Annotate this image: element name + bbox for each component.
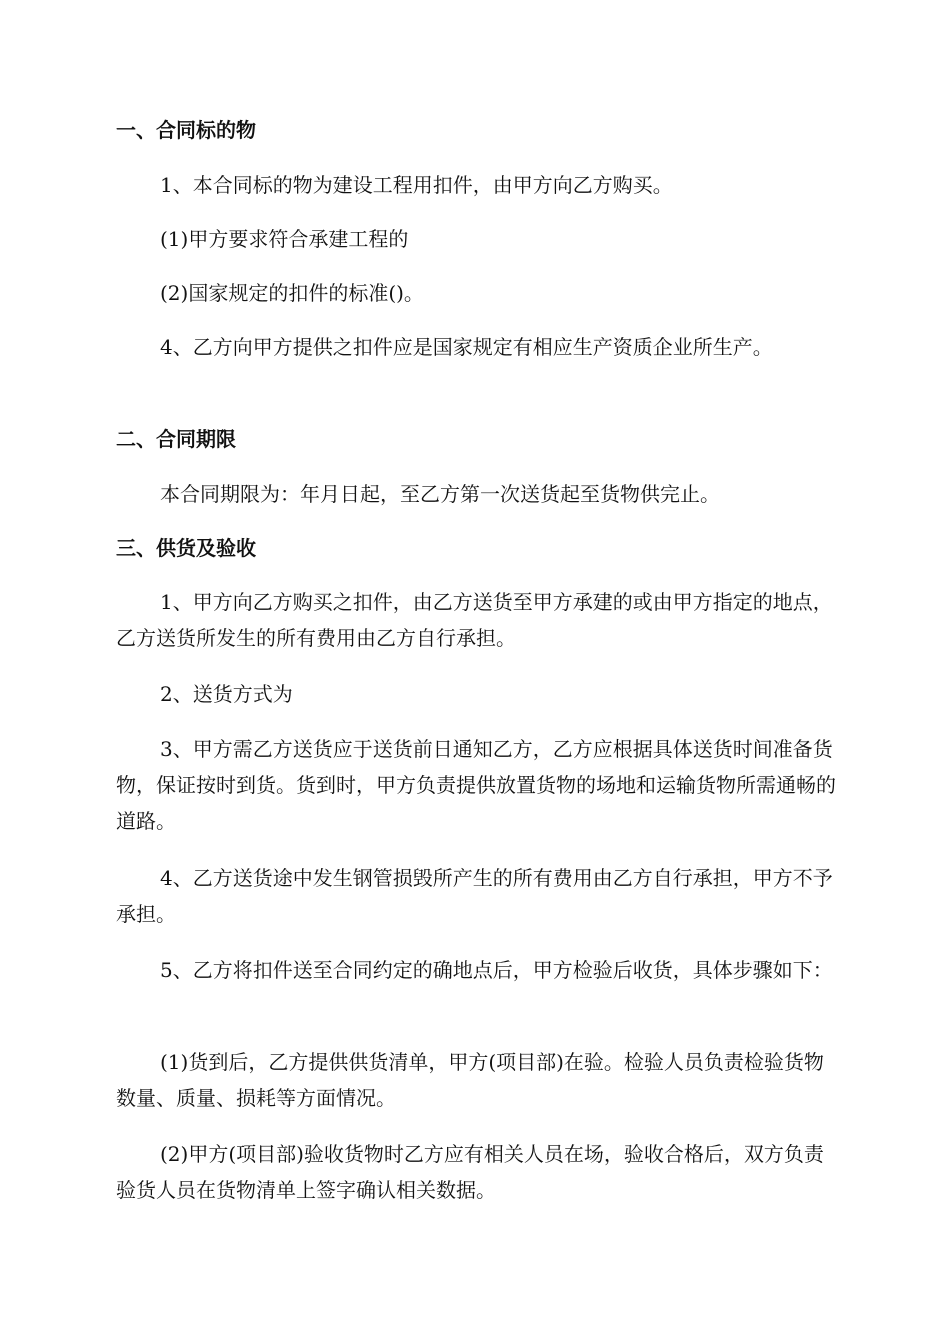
- paragraph: 5、乙方将扣件送至合同约定的确地点后，甲方检验后收货，具体步骤如下：: [160, 958, 833, 982]
- paragraph: 1、本合同标的物为建设工程用扣件，由甲方向乙方购买。: [160, 173, 673, 197]
- paragraph: 3、甲方需乙方送货应于送货前日通知乙方，乙方应根据具体送货时间准备货物，保证按时到货。货到时，甲方负责提供放置货物的场地和运输货物所需通畅的道路。: [116, 737, 836, 833]
- paragraph: 1、甲方向乙方购买之扣件，由乙方送货至甲方承建的或由甲方指定的地点，乙方送货所发生的所有费用由乙方自行承担。: [116, 590, 833, 650]
- section-heading: 二、合同期限: [116, 427, 236, 451]
- paragraph: (2)国家规定的扣件的标准()。: [160, 281, 424, 305]
- section-heading: 三、供货及验收: [116, 536, 256, 560]
- paragraph: (1)甲方要求符合承建工程的: [160, 227, 409, 251]
- section-heading: 一、合同标的物: [116, 118, 256, 142]
- paragraph: 4、乙方送货途中发生钢管损毁所产生的所有费用由乙方自行承担，甲方不予承担。: [116, 866, 833, 926]
- paragraph: (1)货到后，乙方提供供货清单，甲方(项目部)在验。检验人员负责检验货物数量、质量、损耗等方面情况。: [116, 1050, 824, 1110]
- paragraph: 2、送货方式为: [160, 682, 293, 706]
- paragraph: (2)甲方(项目部)验收货物时乙方应有相关人员在场，验收合格后，双方负责验货人员在货物清单上签字确认相关数据。: [116, 1142, 824, 1202]
- paragraph: 4、乙方向甲方提供之扣件应是国家规定有相应生产资质企业所生产。: [160, 335, 773, 359]
- paragraph: 本合同期限为：年月日起，至乙方第一次送货起至货物供完止。: [160, 482, 720, 506]
